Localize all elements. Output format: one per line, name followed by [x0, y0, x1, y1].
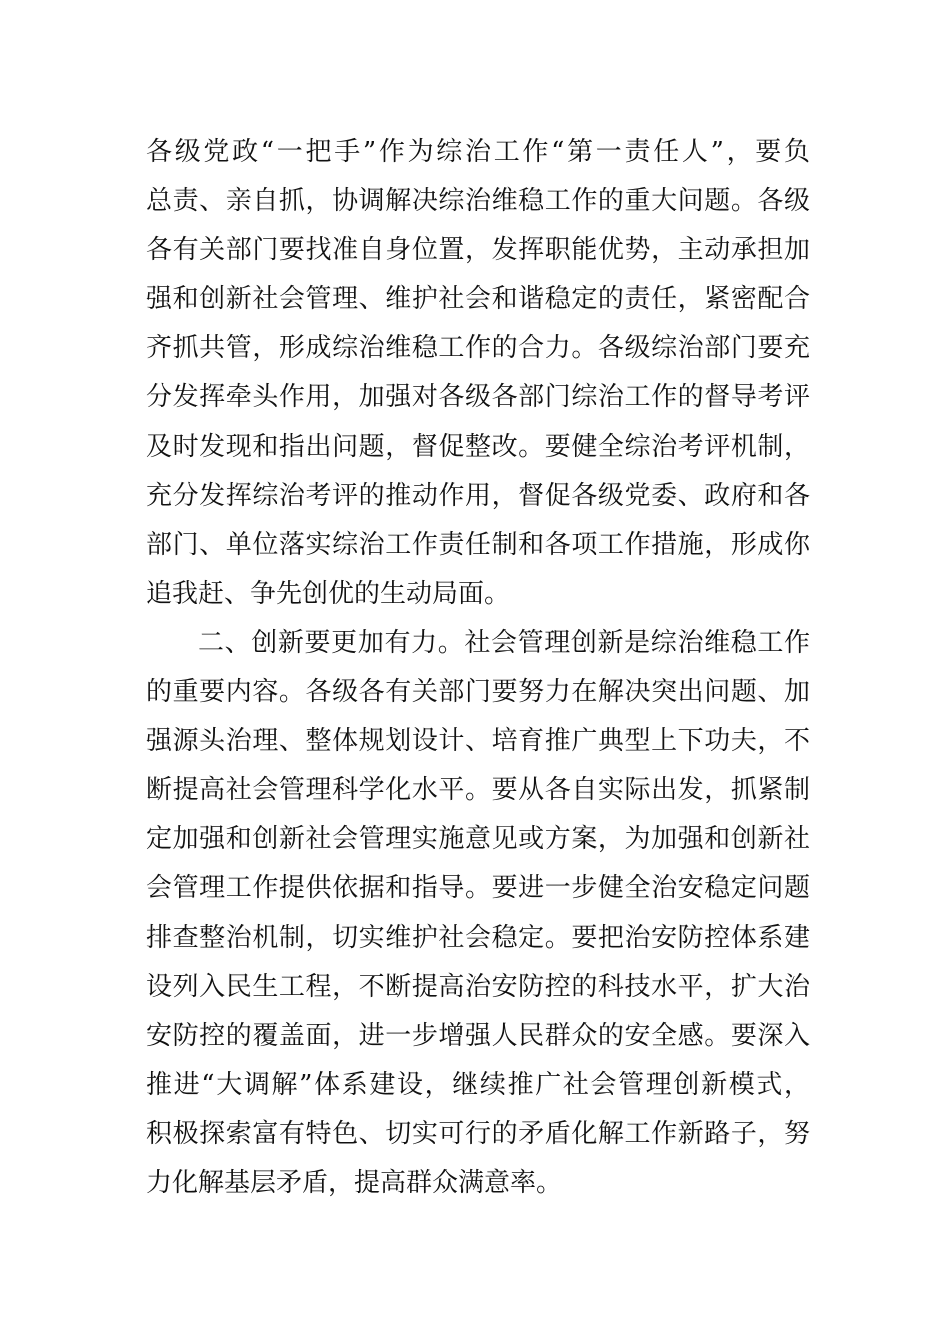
- text-line: 的重要内容。各级各有关部门要努力在解决突出问题、加: [146, 677, 810, 708]
- text-line: 齐抓共管，形成综治维稳工作的合力。各级综治部门要充: [146, 333, 810, 364]
- text-line: 充分发挥综治考评的推动作用，督促各级党委、政府和各: [146, 480, 810, 511]
- text-line: 部门、单位落实综治工作责任制和各项工作措施，形成你: [146, 529, 810, 560]
- text-line: 定加强和创新社会管理实施意见或方案，为加强和创新社: [146, 824, 810, 855]
- text-line: 分发挥牵头作用，加强对各级各部门综治工作的督导考评: [146, 382, 810, 413]
- text-line: 安防控的覆盖面，进一步增强人民群众的安全感。要深入: [146, 1020, 810, 1051]
- text-line: 总责、亲自抓，协调解决综治维稳工作的重大问题。各级: [146, 186, 810, 217]
- text-line: 会管理工作提供依据和指导。要进一步健全治安稳定问题: [146, 873, 810, 904]
- text-line: 强源头治理、整体规划设计、培育推广典型上下功夫，不: [146, 726, 810, 757]
- text-line: 各级党政“一把手”作为综治工作“第一责任人”，要负: [146, 137, 810, 167]
- text-line: 及时发现和指出问题，督促整改。要健全综治考评机制，: [146, 431, 810, 462]
- paragraph-1: [146, 128, 810, 619]
- text-line: 力化解基层矛盾，提高群众满意率。: [146, 1167, 563, 1198]
- document-body: [146, 128, 810, 1208]
- text-line: 强和创新社会管理、维护社会和谐稳定的责任，紧密配合: [146, 284, 810, 315]
- text-line: 各有关部门要找准自身位置，发挥职能优势，主动承担加: [146, 235, 810, 266]
- paragraph-2: [146, 619, 810, 1208]
- text-line: 设列入民生工程，不断提高治安防控的科技水平，扩大治: [146, 971, 810, 1002]
- text-line: 断提高社会管理科学化水平。要从各自实际出发，抓紧制: [146, 775, 810, 806]
- text-line: 排查整治机制，切实维护社会稳定。要把治安防控体系建: [146, 922, 810, 953]
- text-line: 推进“大调解”体系建设，继续推广社会管理创新模式，: [146, 1069, 810, 1100]
- text-line: 二、创新要更加有力。社会管理创新是综治维稳工作: [198, 627, 810, 658]
- text-line: 追我赶、争先创优的生动局面。: [146, 578, 511, 609]
- text-line: 积极探索富有特色、切实可行的矛盾化解工作新路子，努: [146, 1118, 810, 1149]
